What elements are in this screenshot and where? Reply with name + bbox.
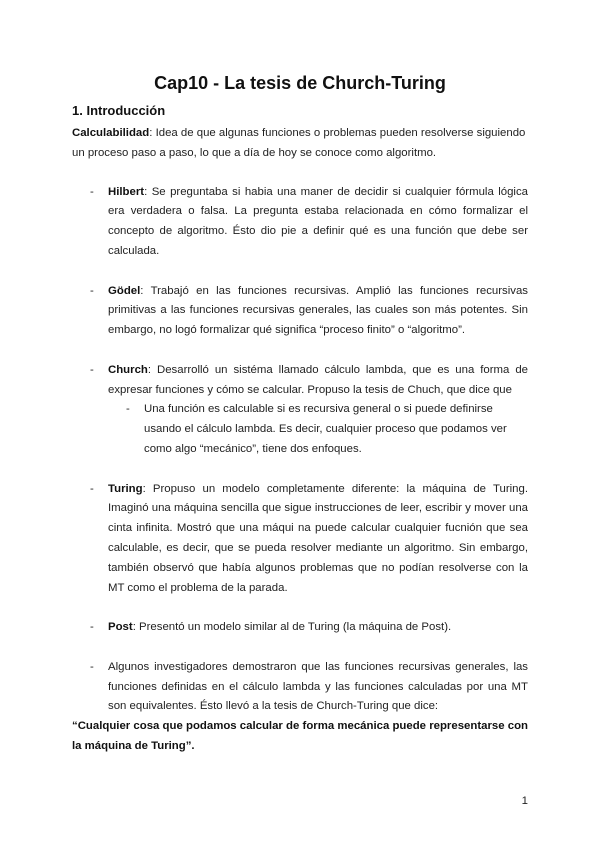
bullet-term: Post xyxy=(108,621,133,634)
bullet-term: Church xyxy=(108,363,148,376)
bullet-dash: - xyxy=(90,482,94,495)
list-item-hilbert xyxy=(72,183,528,262)
list-item-post xyxy=(72,618,528,638)
bullet-dash: - xyxy=(90,363,94,376)
bullet-text: : Desarrolló un sistéma llamado cálculo lambda, que es una forma de expresar funciones y cómo se calcular. Propuso la tesis de Chuch, que dice que xyxy=(108,363,528,396)
list-item-turing xyxy=(72,480,528,599)
bullet-dash: - xyxy=(90,621,94,634)
bullet-list xyxy=(72,183,528,718)
bullet-dash: - xyxy=(126,403,130,416)
bullet-dash: - xyxy=(90,185,94,198)
bullet-dash: - xyxy=(90,660,94,673)
page-number: 1 xyxy=(521,795,528,807)
section-heading: 1. Introducción xyxy=(72,103,166,118)
bullet-text: Algunos investigadores demostraron que las funciones recursivas generales, las funciones definidas en el cálculo lambda y las funciones calculadas por una MT son equivalentes. Ésto llevó a la tesis de Church-Turing que dice: xyxy=(108,660,528,713)
bullet-dash: - xyxy=(90,284,94,297)
sub-bullet-text: Una función es calculable si es recursiva general o si puede definirse usando el cálculo lambda. Es decir, cualquier proceso que podamos ver como algo “mecánico”, tiene dos enfoques. xyxy=(144,403,507,455)
document-page xyxy=(72,72,528,757)
bullet-term: Hilbert xyxy=(108,185,145,198)
intro-term: Calculabilidad xyxy=(72,127,150,139)
list-item-church xyxy=(72,361,528,401)
list-item-equivalence xyxy=(72,658,528,717)
list-item-godel xyxy=(72,282,528,341)
bullet-text: : Propuso un modelo completamente diferente: la máquina de Turing. Imaginó una máquina sencilla que sigue instrucciones de leer, escribir y mover una cinta infinita. Mostró que una máqui na puede calcular cualquier fucnión que sea calculable, es decir, que se pueda resolver mediante un algoritmo. Sin embargo, también observó que había algunos problemas que no podían resolverse con la MT como el problema de la parada. xyxy=(108,482,528,594)
bullet-term: Turing xyxy=(108,482,143,495)
church-turing-quote: “Cualquier cosa que podamos calcular de forma mecánica puede representarse con la máquina de Turing”. xyxy=(72,720,528,752)
sub-list-item-church xyxy=(72,400,528,459)
bullet-text: : Trabajó en las funciones recursivas. Amplió las funciones recursivas primitivas a las funciones recursivas generales, las cuales son más potentes. Sin embargo, no logó formalizar qué significa “proceso finito” o “algoritmo”. xyxy=(108,284,528,337)
intro-paragraph xyxy=(72,124,528,164)
bullet-term: Gödel xyxy=(108,284,141,297)
bullet-text: : Presentó un modelo similar al de Turing (la máquina de Post). xyxy=(132,621,452,634)
intro-text: : Idea de que algunas funciones o problemas pueden resolverse siguiendo un proceso paso a paso, lo que a día de hoy se conoce como algoritmo. xyxy=(72,127,526,159)
bullet-text: : Se preguntaba si habia una maner de decidir si cualquier fórmula lógica era verdadera o falsa. La pregunta estaba relacionada en cómo formalizar el concepto de algoritmo. Ésto dio pie a definir qué es una función que debe ser calculada. xyxy=(108,185,528,257)
page-title: Cap10 - La tesis de Church-Turing xyxy=(154,73,446,93)
